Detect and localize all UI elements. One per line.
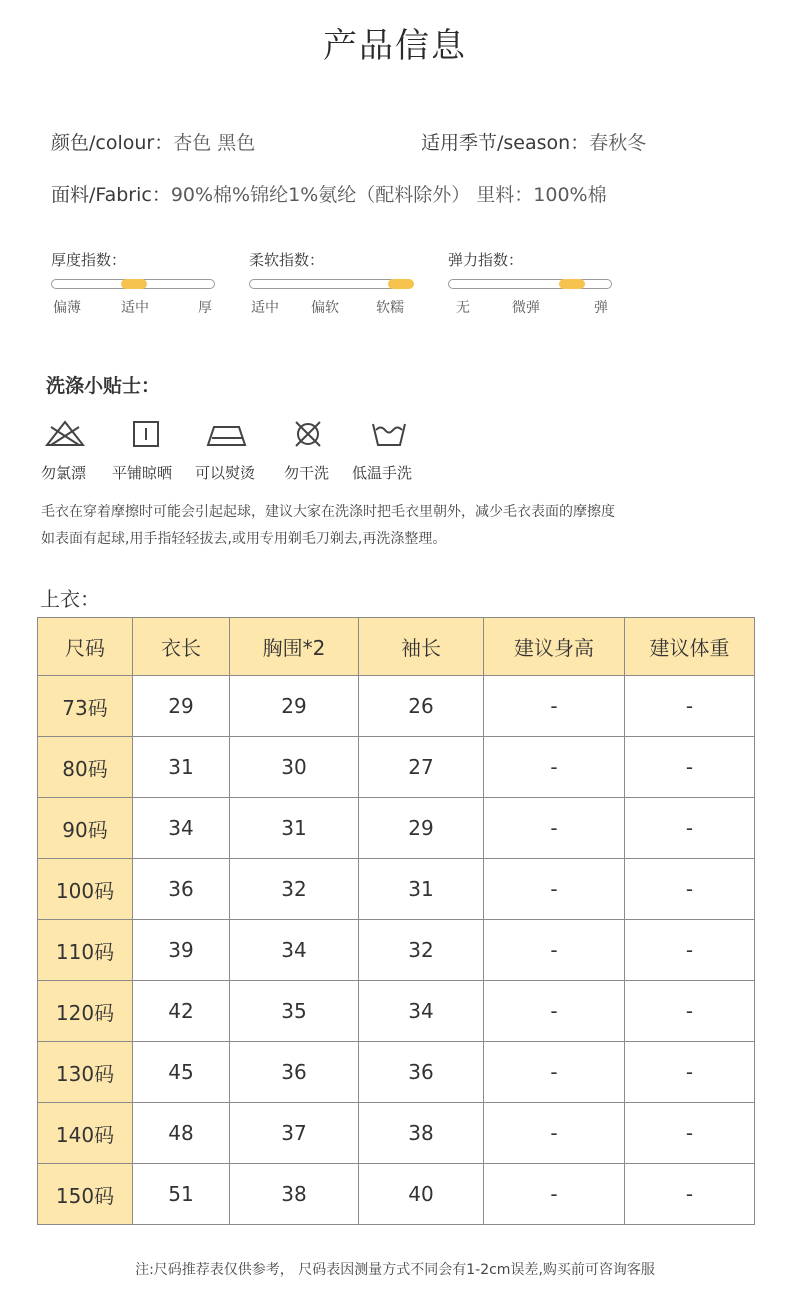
table-cell: 38 (359, 1103, 484, 1164)
size-table-header (38, 618, 755, 676)
size-cell: 120码 (38, 981, 133, 1042)
table-cell: - (484, 1164, 625, 1225)
table-cell: 36 (133, 859, 230, 920)
size-cell: 140码 (38, 1103, 133, 1164)
fabric-label: 面料/Fabric： (51, 184, 171, 206)
table-cell: 34 (359, 981, 484, 1042)
table-cell: 31 (230, 798, 359, 859)
table-cell: 29 (133, 676, 230, 737)
wash-tips-title: 洗涤小贴士： (46, 375, 161, 397)
table-cell: - (484, 859, 625, 920)
header-length: 衣长 (133, 618, 230, 676)
no-dry-clean-icon (286, 418, 330, 450)
thickness-index (51, 249, 221, 319)
size-cell: 90码 (38, 798, 133, 859)
table-cell: - (625, 1042, 755, 1103)
table-cell: 29 (359, 798, 484, 859)
season-value: 春秋冬 (589, 132, 647, 154)
table-cell: 26 (359, 676, 484, 737)
table-cell: 31 (133, 737, 230, 798)
season-info (421, 128, 646, 155)
table-cell: 27 (359, 737, 484, 798)
table-cell: - (484, 920, 625, 981)
wash-note-line2: 如表面有起球,用手指轻轻拔去,或用专用剃毛刀剃去,再洗涤整理。 (41, 531, 447, 547)
wash-label: 低温手洗 (352, 464, 413, 482)
index-fill (388, 279, 414, 289)
index-tick-high: 软糯 (376, 300, 404, 316)
dry-flat-icon (124, 418, 168, 450)
size-cell: 73码 (38, 676, 133, 737)
table-row (38, 1164, 755, 1225)
iron-icon (205, 418, 249, 450)
header-sleeve: 袖长 (359, 618, 484, 676)
table-cell: 48 (133, 1103, 230, 1164)
table-cell: 30 (230, 737, 359, 798)
index-tick-mid: 适中 (121, 300, 149, 316)
index-label: 厚度指数： (51, 251, 127, 269)
no-bleach-icon (43, 418, 87, 450)
elasticity-index (448, 249, 618, 319)
table-row (38, 1103, 755, 1164)
wash-label: 平铺晾晒 (112, 464, 173, 482)
table-cell: - (484, 981, 625, 1042)
table-cell: - (625, 920, 755, 981)
season-label: 适用季节/season： (421, 132, 590, 154)
header-chest: 胸围*2 (230, 618, 359, 676)
size-table (37, 617, 755, 1225)
table-cell: - (625, 798, 755, 859)
wash-label: 可以熨烫 (195, 464, 256, 482)
index-label: 柔软指数： (249, 251, 325, 269)
header-size: 尺码 (38, 618, 133, 676)
table-cell: - (625, 1164, 755, 1225)
index-track (249, 279, 413, 289)
index-tick-high: 厚 (198, 300, 212, 316)
page-title: 产品信息 (323, 26, 467, 66)
table-cell: 35 (230, 981, 359, 1042)
table-cell: - (484, 676, 625, 737)
table-cell: 34 (230, 920, 359, 981)
size-cell: 80码 (38, 737, 133, 798)
header-weight: 建议体重 (625, 618, 755, 676)
index-tick-mid: 偏软 (311, 300, 339, 316)
colour-label: 颜色/colour： (51, 132, 174, 154)
index-tick-mid: 微弹 (512, 300, 540, 316)
colour-value: 杏色 黑色 (173, 132, 256, 154)
index-fill (559, 279, 585, 289)
table-cell: 42 (133, 981, 230, 1042)
table-cell: - (625, 981, 755, 1042)
size-cell: 110码 (38, 920, 133, 981)
table-cell: 51 (133, 1164, 230, 1225)
table-cell: 31 (359, 859, 484, 920)
index-fill (121, 279, 147, 289)
footnote: 注:尺码推荐表仅供参考， 尺码表因测量方式不同会有1-2cm误差,购买前可咨询客服 (135, 1262, 655, 1278)
table-cell: 40 (359, 1164, 484, 1225)
table-cell: - (484, 737, 625, 798)
table-cell: 38 (230, 1164, 359, 1225)
size-cell: 130码 (38, 1042, 133, 1103)
table-cell: 45 (133, 1042, 230, 1103)
tops-section-title: 上衣： (40, 587, 100, 611)
index-tick-high: 弹 (594, 300, 608, 316)
table-row (38, 1042, 755, 1103)
table-cell: 34 (133, 798, 230, 859)
index-track (51, 279, 215, 289)
table-row (38, 920, 755, 981)
table-cell: - (625, 737, 755, 798)
softness-index (249, 249, 419, 319)
size-cell: 100码 (38, 859, 133, 920)
table-row (38, 981, 755, 1042)
table-row (38, 859, 755, 920)
table-cell: 39 (133, 920, 230, 981)
fabric-info (51, 180, 607, 207)
index-tick-low: 偏薄 (53, 300, 81, 316)
size-table-body (38, 676, 755, 1225)
table-cell: 32 (230, 859, 359, 920)
index-label: 弹力指数： (448, 251, 524, 269)
table-cell: - (625, 1103, 755, 1164)
table-cell: 32 (359, 920, 484, 981)
table-cell: - (625, 676, 755, 737)
table-row (38, 737, 755, 798)
table-cell: 36 (230, 1042, 359, 1103)
table-cell: - (484, 1042, 625, 1103)
index-tick-low: 无 (456, 300, 470, 316)
table-cell: - (484, 1103, 625, 1164)
index-tick-low: 适中 (251, 300, 279, 316)
low-temp-handwash-icon (367, 418, 411, 450)
index-track (448, 279, 612, 289)
size-cell: 150码 (38, 1164, 133, 1225)
wash-label: 勿干洗 (284, 464, 330, 482)
table-row (38, 798, 755, 859)
table-cell: - (484, 798, 625, 859)
wash-label: 勿氯漂 (41, 464, 87, 482)
table-cell: - (625, 859, 755, 920)
table-cell: 36 (359, 1042, 484, 1103)
table-cell: 29 (230, 676, 359, 737)
table-cell: 37 (230, 1103, 359, 1164)
table-row (38, 676, 755, 737)
colour-info (51, 128, 255, 155)
fabric-value: 90%棉%锦纶1%氨纶（配料除外） 里料：100%棉 (170, 184, 607, 206)
wash-note-line1: 毛衣在穿着摩擦时可能会引起起球，建议大家在洗涤时把毛衣里朝外，减少毛衣表面的摩擦度 (41, 504, 615, 520)
header-height: 建议身高 (484, 618, 625, 676)
